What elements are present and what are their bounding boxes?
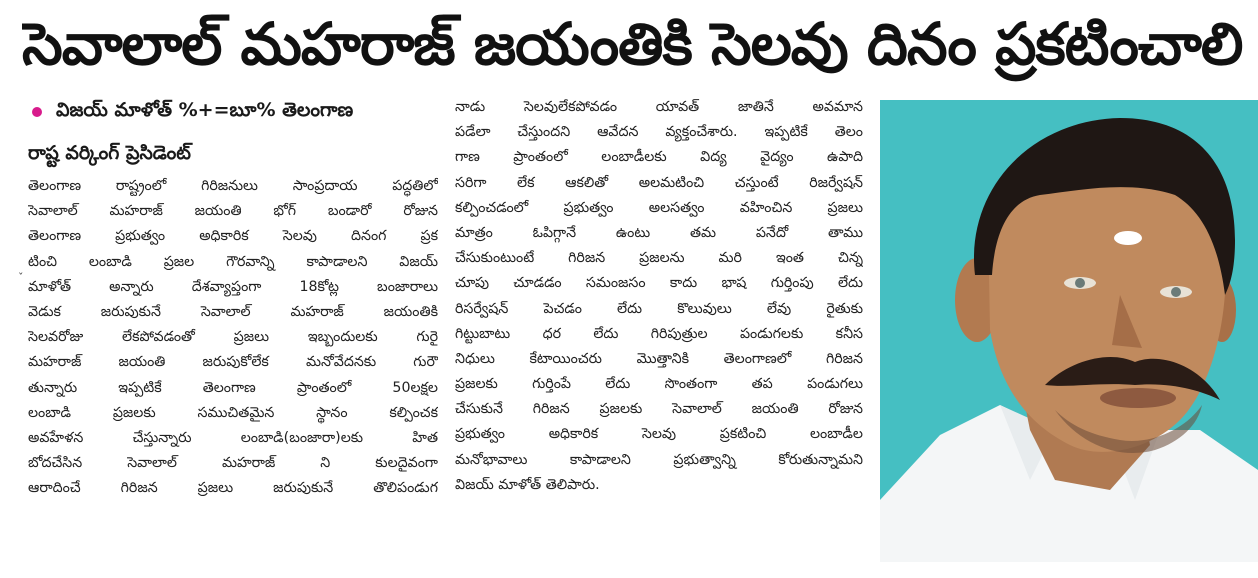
text-line: మాత్రం ఓపిగ్గానే ఉంటు తమ పనేదో తాము xyxy=(455,224,863,241)
text-line: ప్రజలకు గుర్తింపే లేదు సొంతంగా తప పండుగలు xyxy=(455,376,863,393)
text-line: చూపు చూడడం సమంజసం కాదు భాష గుర్తింపు లేదు xyxy=(455,275,863,292)
text-line: కల్పించడంలో ప్రభుత్వం అలసత్వం వహించిన ప్రజలు xyxy=(455,199,863,216)
subhead-text-1: విజయ్ మాళోత్ %+=బూ% తెలంగాణ xyxy=(56,98,354,121)
text-line: గిట్టుబాటు ధర లేదు గిరిపుత్రుల పండుగలకు కనీస xyxy=(455,325,863,342)
text-line: మాళోత్ అన్నారు దేశవ్యాప్తంగా 18కోట్ల బంజారాలు xyxy=(28,278,438,295)
text-line: రిసర్వేషన్ పెచడం లేదు కొలువులు లేవు రైతుకు xyxy=(455,300,863,317)
middle-column xyxy=(455,95,863,498)
text-line: సరిగా లేక ఆకలితో అలమటించి చస్తుంటే రిజర్వేషన్ xyxy=(455,174,863,191)
text-line: తున్నారు ఇప్పటికే తెలంగాణ ప్రాంతంలో 50లక్షల xyxy=(28,379,438,396)
text-line: సెవాలాల్ మహరాజ్ జయంతి భోగ్ బండారో రోజున xyxy=(28,203,438,220)
text-line: లంబాడి ప్రజలకు సముచితమైన స్థానం కల్పించక xyxy=(28,404,438,421)
text-line: ఆరాదించే గిరిజన ప్రజలు జరుపుకునే తొలిపండుగ xyxy=(28,480,438,497)
text-line: తెలంగాణ రాష్ట్రంలో గిరిజనులు సాంప్రదాయ పద్ధతిలో xyxy=(28,178,438,194)
text-line: అవహేళన చేస్తున్నారు లంబాడి(బంజారా)లకు హిత xyxy=(28,429,438,446)
article-headline: సెవాలాల్ మహరాజ్ జయంతికి సెలవు దినం ప్రకటించాలి xyxy=(22,10,1243,78)
text-line: తెలంగాణ ప్రభుత్వం అధికారిక సెలవు దినంగ ప్రక xyxy=(28,228,438,245)
left-column xyxy=(28,96,440,501)
text-line: టించి లంబాడి ప్రజల గౌరవాన్ని కాపాడాలని విజయ్ xyxy=(28,253,438,270)
text-line: సెలవరోజు లేకపోవడంతో ప్రజలు ఇబ్బందులకు గురై xyxy=(28,329,438,346)
portrait-illustration xyxy=(880,100,1258,562)
text-line: మనోభావాలు కాపాడాలని ప్రభుత్వాన్ని కోరుతున్నామని xyxy=(455,451,863,468)
text-line: ప్రభుత్వం అధికారిక సెలవు ప్రకటించి లంబాడీల xyxy=(455,426,863,443)
left-column-body xyxy=(28,174,440,501)
portrait-photo xyxy=(880,100,1258,562)
text-line: విజయ్ మాళోత్ తెలిపారు. xyxy=(455,476,600,493)
text-line: గాణ ప్రాంతంలో లంబాడీలకు విద్య వైద్యం ఉపాది xyxy=(455,149,863,166)
text-line: పడేలా చేస్తుందని ఆవేదన వ్యక్తంచేశారు. ఇప్పటికే తెలం xyxy=(455,124,863,141)
subhead-line-2: రాష్ట వర్కింగ్ ప్రెసిడెంట్ xyxy=(28,142,191,164)
text-line: చేసుకుంటుంటే గిరిజన ప్రజలను మరి ఇంత చిన్న xyxy=(455,250,863,267)
text-line: నాడు సెలవులేకపోవడం యావత్ జాతినే అవమాన xyxy=(455,99,863,115)
text-line: నిధులు కేటాయించరు మొత్తానికి తెలంగాణలో గిరిజన xyxy=(455,350,863,367)
subhead-line-1 xyxy=(28,96,440,128)
bullet-icon xyxy=(32,107,42,117)
margin-tick-mark: ˇ xyxy=(18,271,24,284)
text-line: బోదచేసిన సెవాలాల్ మహరాజ్ ని కులదైవంగా xyxy=(28,455,438,472)
text-line: చేసుకునే గిరిజన ప్రజలకు సెవాలాల్ జయంతి రోజున xyxy=(455,401,863,418)
text-line: మహరాజ్ జయంతి జరుపుకోలేక మనోవేదనకు గురౌ xyxy=(28,354,438,371)
text-line: వెడుక జరుపుకునే సెవాలాల్ మహరాజ్ జయంతికి xyxy=(28,303,438,320)
